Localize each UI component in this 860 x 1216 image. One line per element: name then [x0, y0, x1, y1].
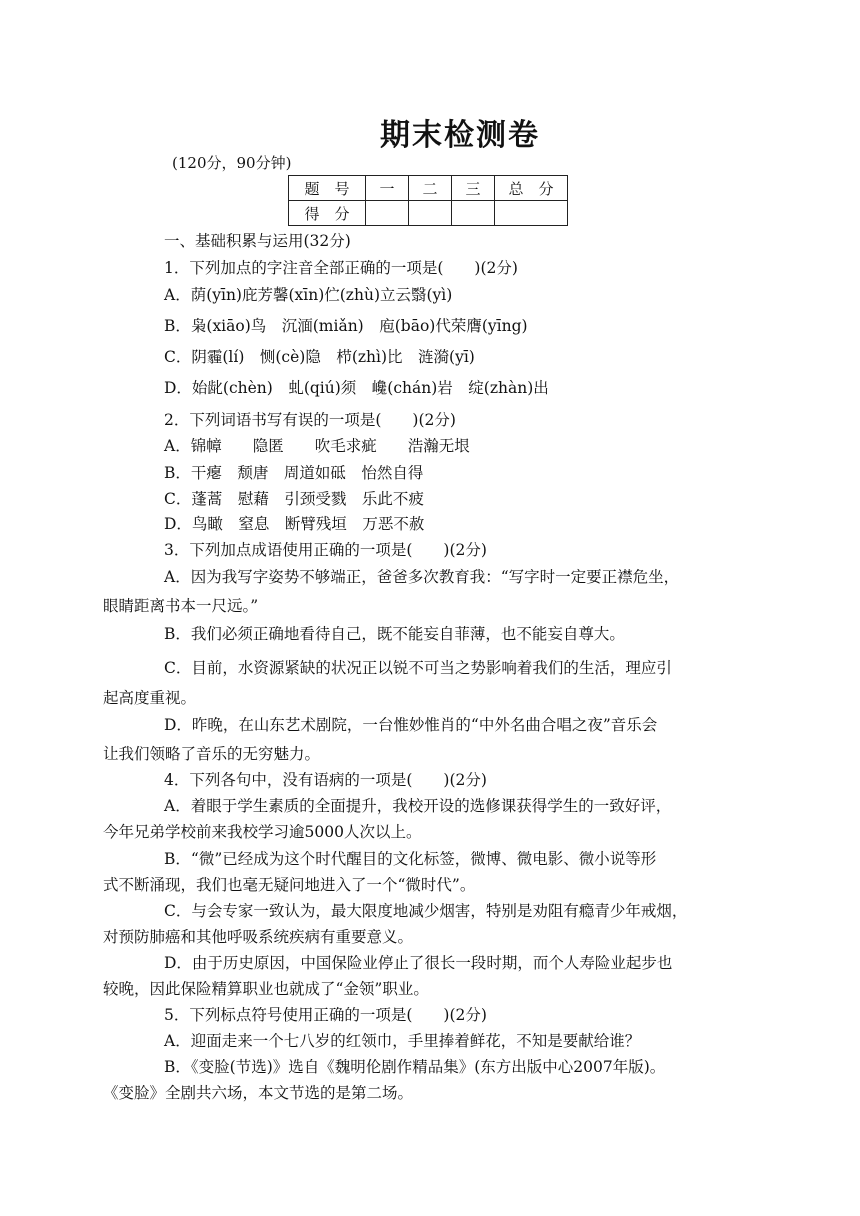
question-5-option-b-line2: 《变脸》全剧共六场，本文节选的是第二场。 — [103, 1084, 414, 1102]
table-header-cell: 题 号 — [289, 176, 366, 201]
question-1-option-a: A．荫(yīn)庇芳馨(xīn)伫(zhù)立云翳(yì) — [164, 286, 453, 304]
question-1-option-d: D．始龀(chèn) 虬(qiú)须 巉(chán)岩 绽(zhàn)出 — [164, 379, 549, 397]
question-4-option-c-line1: C．与会专家一致认为，最大限度地减少烟害，特别是劝阻有瘾青少年戒烟， — [164, 902, 688, 920]
table-header-cell: 三 — [452, 176, 495, 201]
question-1-stem: 1．下列加点的字注音全部正确的一项是( )(2分) — [164, 259, 518, 277]
table-header-cell: 一 — [366, 176, 409, 201]
question-2-option-c: C．蓬蒿 慰藉 引颈受戮 乐此不疲 — [164, 490, 424, 508]
question-3-option-c-line1: C．目前，水资源紧缺的状况正以锐不可当之势影响着我们的生活，理应引 — [164, 659, 672, 677]
score-time-info: (120分，90分钟) — [172, 154, 292, 172]
question-3-option-b: B．我们必须正确地看待自己，既不能妄自菲薄，也不能妄自尊大。 — [164, 625, 625, 643]
question-4-option-a-line1: A．着眼于学生素质的全面提升，我校开设的选修课获得学生的一致好评， — [164, 797, 672, 815]
question-1-option-c: C．阴霾(lí) 恻(cè)隐 栉(zhì)比 涟漪(yī) — [164, 348, 475, 366]
question-3-option-a-line2: 眼睛距离书本一尺远。” — [103, 597, 259, 615]
question-2-option-b: B．干瘪 颓唐 周道如砥 怡然自得 — [164, 464, 424, 482]
score-cell[interactable] — [452, 201, 495, 226]
question-4-option-b-line1: B．“微”已经成为这个时代醒目的文化标签，微博、微电影、微小说等形 — [164, 850, 657, 868]
question-5-option-b-line1: B．《变脸(节选)》选自《魏明伦剧作精品集》(东方出版中心2007年版)。 — [164, 1058, 666, 1076]
question-2-option-d: D．鸟瞰 窒息 断臂残垣 万恶不赦 — [164, 515, 425, 533]
score-cell[interactable] — [366, 201, 409, 226]
question-3-option-c-line2: 起高度重视。 — [103, 689, 197, 707]
question-2-option-a: A．锦幛 隐匿 吹毛求疵 浩瀚无垠 — [164, 437, 470, 455]
question-4-option-c-line2: 对预防肺癌和其他呼吸系统疾病有重要意义。 — [103, 928, 414, 946]
table-header-cell: 总 分 — [495, 176, 568, 201]
score-cell[interactable] — [495, 201, 568, 226]
question-2-stem: 2．下列词语书写有误的一项是( )(2分) — [164, 411, 456, 429]
question-3-stem: 3．下列加点成语使用正确的一项是( )(2分) — [164, 541, 487, 559]
table-header-cell: 二 — [409, 176, 452, 201]
question-3-option-d-line1: D．昨晚，在山东艺术剧院，一台惟妙惟肖的“中外名曲合唱之夜”音乐会 — [164, 716, 658, 734]
question-5-option-a: A．迎面走来一个七八岁的红领巾，手里捧着鲜花，不知是要献给谁？ — [164, 1032, 641, 1050]
page-title: 期末检测卷 — [380, 118, 540, 153]
question-4-option-d-line1: D．由于历史原因，中国保险业停止了很长一段时期，而个人寿险业起步也 — [164, 954, 673, 972]
section-heading: 一、基础积累与运用(32分) — [164, 232, 351, 250]
question-1-option-b: B．枭(xiāo)鸟 沉湎(miǎn) 庖(bāo)代荣膺(yīng) — [164, 317, 528, 335]
question-4-stem: 4．下列各句中，没有语病的一项是( )(2分) — [164, 771, 487, 789]
score-table — [288, 175, 568, 226]
question-3-option-a-line1: A．因为我写字姿势不够端正，爸爸多次教育我：“写字时一定要正襟危坐， — [164, 568, 680, 586]
question-4-option-b-line2: 式不断涌现，我们也毫无疑问地进入了一个“微时代”。 — [103, 876, 476, 894]
question-4-option-a-line2: 今年兄弟学校前来我校学习逾5000人次以上。 — [103, 823, 422, 841]
question-5-stem: 5．下列标点符号使用正确的一项是( )(2分) — [164, 1006, 487, 1024]
question-4-option-d-line2: 较晚，因此保险精算职业也就成了“金领”职业。 — [103, 980, 429, 998]
question-3-option-d-line2: 让我们领略了音乐的无穷魅力。 — [103, 745, 321, 763]
score-table-score-row — [289, 201, 568, 226]
table-row-label: 得 分 — [289, 201, 366, 226]
score-table-header-row — [289, 176, 568, 201]
score-cell[interactable] — [409, 201, 452, 226]
